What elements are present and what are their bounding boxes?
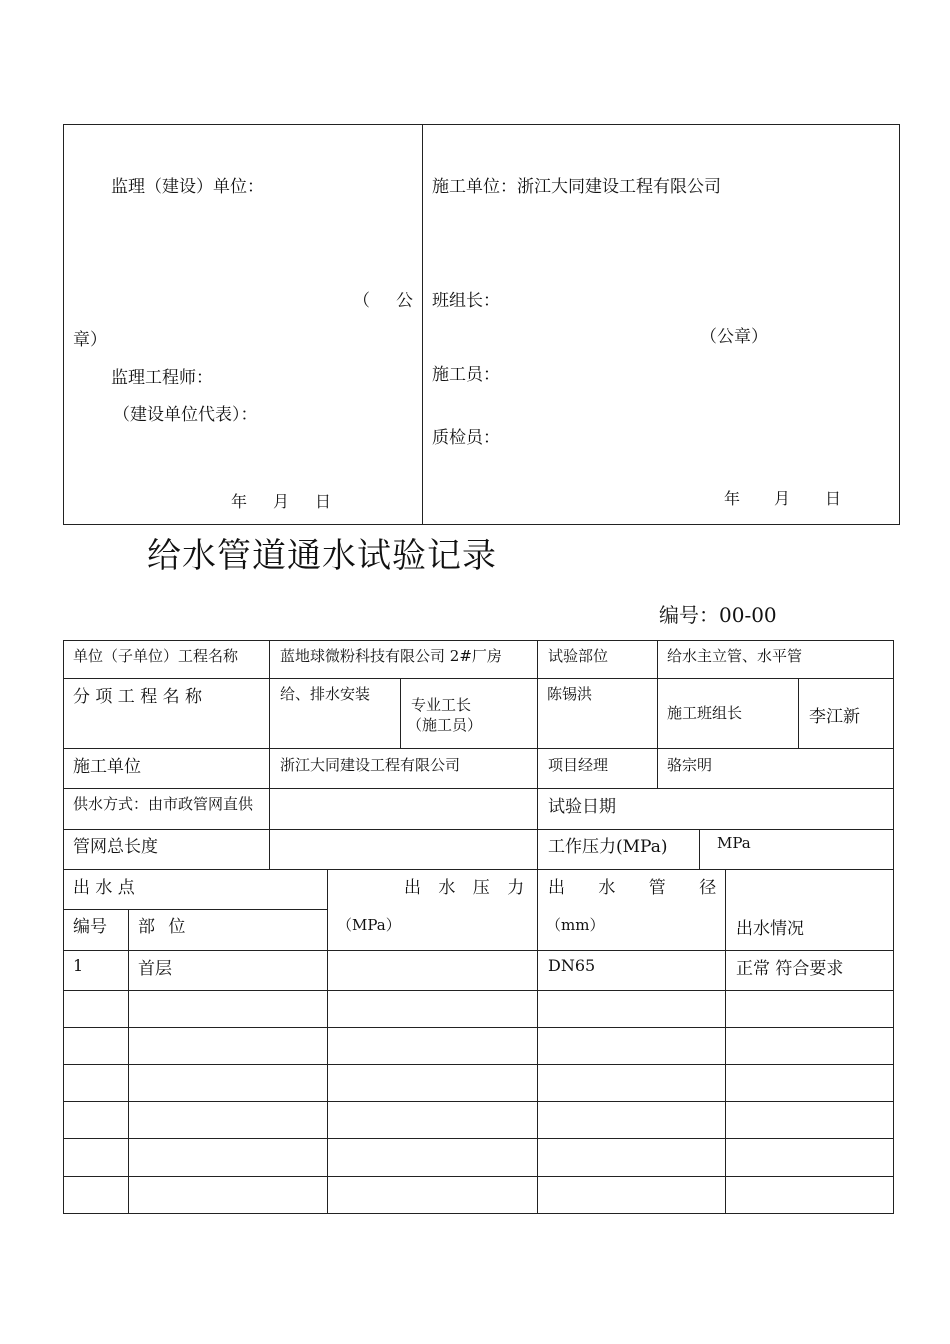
seal-left-zhang: 章） (73, 330, 107, 350)
foreman-label-1: 专业工长 (411, 696, 472, 714)
seal-left-open: （ (353, 291, 370, 311)
diameter-header-2: （mm） (546, 916, 605, 934)
diameter-header-1: 出 水 管 径 (548, 878, 731, 898)
row-1-no: 1 (73, 956, 84, 975)
supervision-unit-label: 监理（建设）单位： (111, 177, 264, 197)
project-name-label: 单位（子单位）工程名称 (73, 647, 239, 665)
construction-unit-value: 浙江大同建设工程有限公司 (280, 756, 461, 774)
date-right-day: 日 (825, 489, 842, 508)
team-leader-label: 班组长： (432, 291, 500, 311)
supply-method: 供水方式：由市政管网直供 (73, 795, 254, 813)
date-right-month: 月 (774, 489, 791, 508)
document-title: 给水管道通水试验记录 (147, 536, 497, 576)
supervision-engineer-label: 监理工程师： (111, 368, 213, 388)
foreman-label-2: （施工员） (407, 716, 483, 734)
working-pressure-label: 工作压力(MPa) (548, 837, 668, 857)
seal-left-gong: 公 (396, 291, 413, 311)
team-leader-label: 施工班组长 (667, 704, 743, 722)
number-header: 编号 (73, 917, 107, 937)
date-right-year: 年 (724, 489, 741, 508)
inspector-label: 质检员： (432, 428, 500, 448)
team-leader-value: 李江新 (809, 707, 860, 727)
test-date-label: 试验日期 (548, 797, 616, 817)
test-part-label: 试验部位 (548, 647, 609, 665)
project-manager-value: 骆宗明 (667, 756, 713, 774)
foreman-value: 陈锡洪 (547, 685, 593, 703)
date-left-day: 日 (315, 492, 332, 511)
network-length-label: 管网总长度 (73, 837, 158, 857)
sub-project-label: 分 项 工 程 名 称 (73, 687, 203, 707)
row-1-status: 正常 符合要求 (736, 959, 844, 979)
construction-unit-label: 施工单位：浙江大同建设工程有限公司 (432, 177, 721, 197)
project-manager-label: 项目经理 (548, 756, 609, 774)
construction-unit-label: 施工单位 (73, 757, 141, 777)
row-1-diameter: DN65 (548, 956, 596, 975)
owner-rep-label: （建设单位代表）： (113, 405, 258, 425)
test-part-value: 给水主立管、水平管 (667, 647, 803, 665)
pressure-header-2: （MPa） (337, 916, 401, 934)
location-header: 部 位 (138, 917, 190, 937)
pressure-header-1: 出 水 压 力 (404, 878, 531, 898)
status-header: 出水情况 (736, 919, 804, 939)
date-left-month: 月 (273, 492, 290, 511)
constructor-label: 施工员： (432, 365, 500, 385)
seal-right: （公章） (700, 327, 768, 347)
document-number: 编号：00-00 (659, 603, 777, 627)
row-1-location: 首层 (138, 959, 172, 979)
outlet-header: 出 水 点 (73, 878, 135, 898)
sub-project-value: 给、排水安装 (280, 685, 371, 703)
working-pressure-value: MPa (717, 834, 751, 852)
date-left-year: 年 (231, 492, 248, 511)
signoff-divider (422, 124, 423, 525)
project-name-value: 蓝地球微粉科技有限公司 2#厂房 (280, 647, 502, 665)
